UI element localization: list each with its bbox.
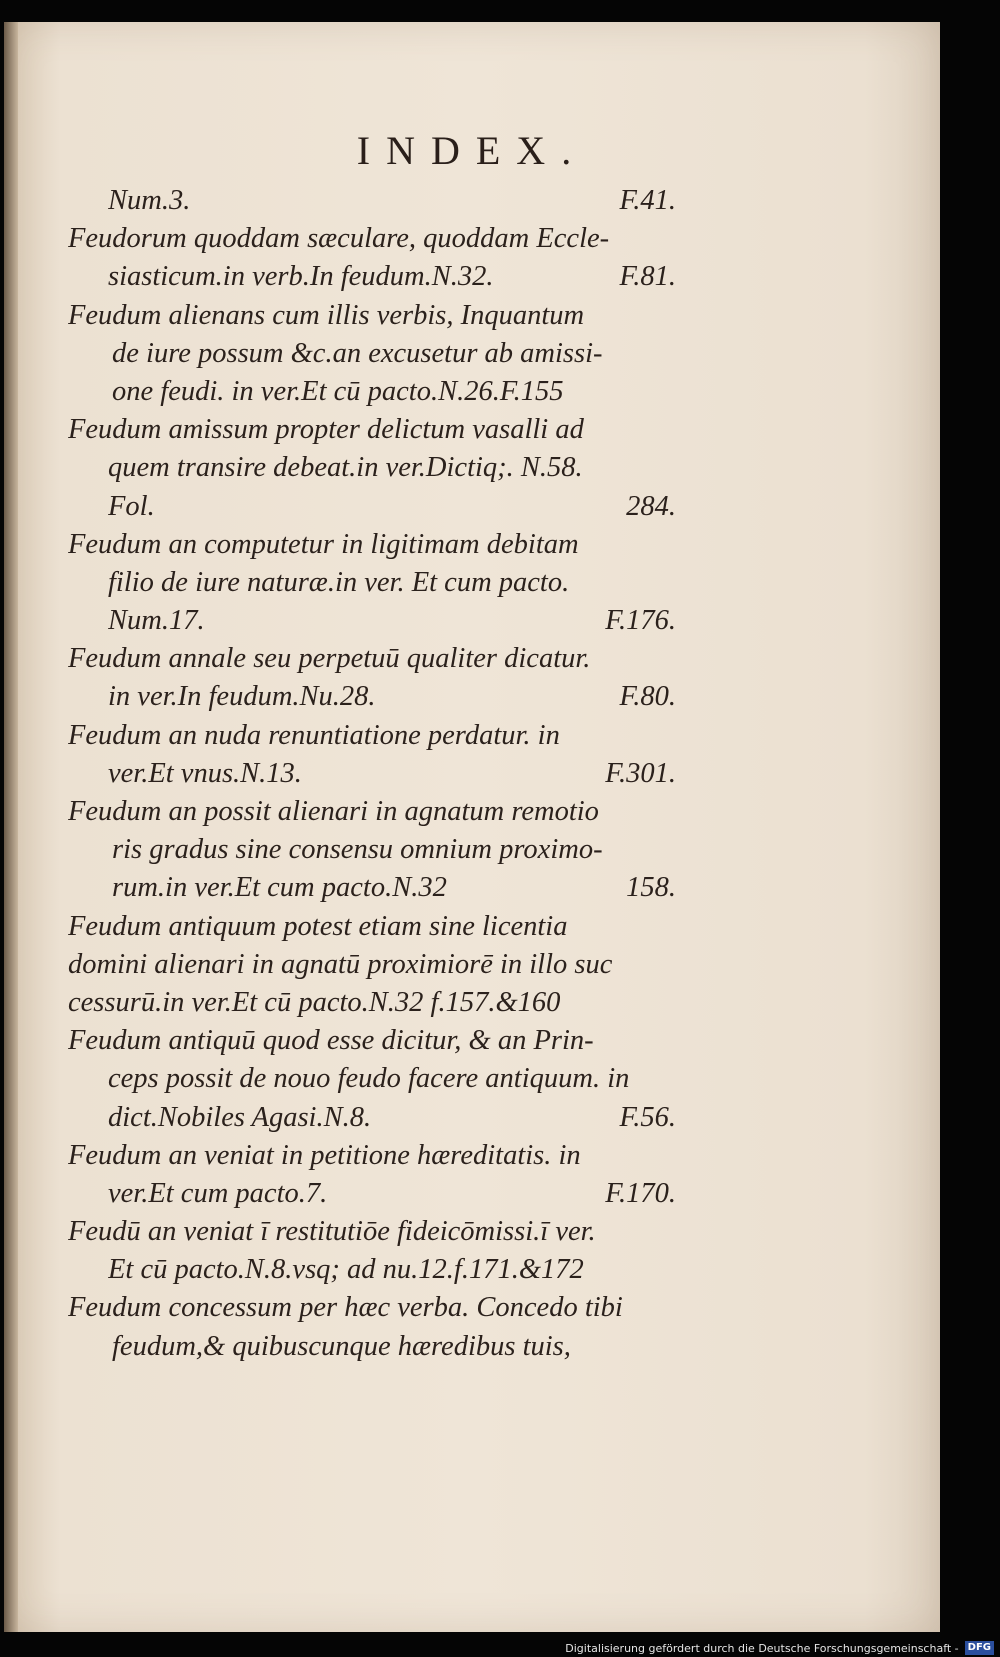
index-line-text: de iure possum &c.an excusetur ab amissi- [112, 337, 603, 369]
index-line-text: Feudum amissum propter delictum vasalli ad [68, 414, 584, 446]
index-line-text: Feudum an computetur in ligitimam debitam [68, 528, 579, 560]
index-line [68, 411, 676, 449]
index-line-text: filio de iure naturæ.in ver. Et cum pacto. [108, 566, 570, 598]
index-line-text: quem transire debeat.in ver.Dictiq;. N.58. [108, 452, 583, 484]
index-line [68, 526, 676, 564]
index-line [68, 182, 676, 220]
index-line-text: Feudum antiquum potest etiam sine licentia [68, 910, 568, 942]
index-line-text: ceps possit de nouo feudo facere antiquum. in [108, 1063, 630, 1095]
index-line-text: Feudorum quoddam sæculare, quoddam Eccle- [68, 223, 610, 255]
index-line-text: feudum,& quibuscunque hæredibus tuis, [112, 1330, 571, 1362]
index-line [68, 258, 676, 296]
index-line [68, 831, 676, 869]
index-line-ref: F.80. [619, 681, 676, 713]
index-line-text: siasticum.in verb.In feudum.N.32. [108, 261, 494, 293]
index-line [68, 793, 676, 831]
index-line-text: Feudum an possit alienari in agnatum remotio [68, 796, 599, 827]
index-line [68, 297, 676, 335]
index-line-ref: 158. [626, 872, 676, 904]
running-head: INDEX. [356, 128, 588, 173]
index-line [68, 946, 676, 984]
index-line [68, 1328, 676, 1366]
index-line [68, 1060, 676, 1098]
index-line [68, 755, 676, 793]
index-line-text: in ver.In feudum.Nu.28. [108, 681, 376, 713]
index-line [68, 869, 676, 907]
index-line-text: domini alienari in agnatū proximiorē in illo suc [68, 948, 613, 980]
footer-credit-text: Digitalisierung gefördert durch die Deutsche Forschungsgemeinschaft - [565, 1641, 959, 1655]
index-line-text: Fol. [108, 490, 155, 522]
index-line-text: Feudum alienans cum illis verbis, Inquantum [68, 299, 585, 331]
index-line-ref: F.301. [605, 757, 676, 789]
index-line-text: Et cū pacto.N.8.vsq; ad nu.12.f.171.&172 [108, 1254, 584, 1286]
index-line-text: cessurū.in ver.Et cū pacto.N.32 f.157.&160 [68, 986, 561, 1018]
index-line-ref: F.176. [605, 605, 676, 637]
index-line-text: dict.Nobiles Agasi.N.8. [108, 1101, 372, 1133]
index-line [68, 335, 676, 373]
index-line-ref: F.56. [619, 1101, 676, 1133]
index-line-text: Feudum concessum per hæc verba. Concedo tibi [68, 1292, 623, 1324]
index-line-ref: 284. [626, 490, 676, 522]
dfg-logo: DFG [965, 1641, 994, 1655]
index-line [68, 1251, 676, 1289]
index-line [68, 984, 676, 1022]
index-line-text: Feudum antiquū quod esse dicitur, & an Prin- [68, 1025, 594, 1057]
index-line-ref: F.170. [605, 1177, 676, 1209]
footer-credit [565, 1641, 994, 1655]
index-line [68, 678, 676, 716]
book-page [4, 22, 940, 1632]
index-line-text: Num.3. [108, 185, 191, 216]
index-line [68, 373, 676, 411]
index-line-text: Feudum an veniat in petitione hæreditatis. in [68, 1139, 581, 1171]
index-line [68, 564, 676, 602]
index-line [68, 1099, 676, 1137]
index-line [68, 220, 676, 258]
index-line [68, 488, 676, 526]
index-line [68, 1175, 676, 1213]
index-line-ref: F.81. [619, 261, 676, 293]
index-line [68, 908, 676, 946]
index-line [68, 1213, 676, 1251]
index-line [68, 1289, 676, 1327]
index-line-text: Feudum an nuda renuntiatione perdatur. in [68, 719, 560, 751]
index-line [68, 1137, 676, 1175]
index-line-text: ver.Et cum pacto.7. [108, 1177, 328, 1209]
index-line-text: Num.17. [108, 605, 205, 637]
index-line-text: Feudum annale seu perpetuū qualiter dicatur. [68, 643, 591, 675]
index-line [68, 449, 676, 487]
index-line-text: rum.in ver.Et cum pacto.N.32 [112, 872, 447, 904]
index-line [68, 1022, 676, 1060]
index-line [68, 717, 676, 755]
index-line [68, 602, 676, 640]
index-entries [68, 182, 676, 1366]
index-line-text: ris gradus sine consensu omnium proximo- [112, 834, 603, 866]
page-fold-shadow [4, 22, 18, 1632]
index-line-ref: F.41. [619, 185, 676, 216]
index-line [68, 640, 676, 678]
index-line-text: Feudū an veniat ī restitutiōe fideicōmissi.ī ver. [68, 1216, 596, 1248]
index-line-text: ver.Et vnus.N.13. [108, 757, 302, 789]
index-line-text: one feudi. in ver.Et cū pacto.N.26.F.155 [112, 375, 564, 407]
